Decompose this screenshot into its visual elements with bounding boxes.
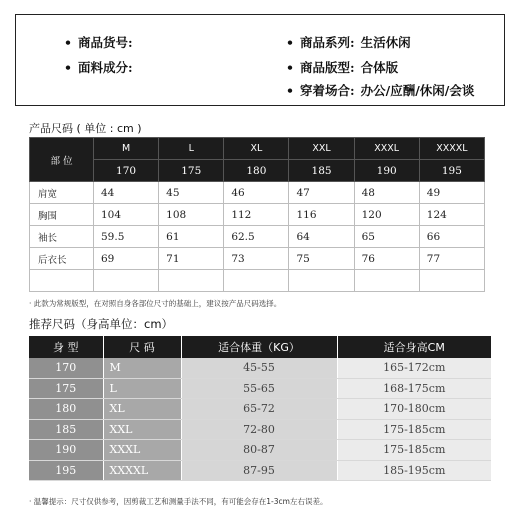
- header-cell: 适合体重（KG）: [181, 336, 337, 358]
- table-row: [29, 399, 491, 420]
- header-cell: 尺 码: [103, 336, 181, 358]
- size-cell: XXXXL: [103, 460, 181, 481]
- size-cell: M: [103, 358, 181, 378]
- size-header-row: [30, 138, 485, 160]
- height-cell: 168-175cm: [337, 378, 491, 399]
- table-row: [30, 226, 485, 248]
- info-label: 商品版型:: [300, 60, 355, 75]
- value-cell: 112: [224, 204, 289, 226]
- height-header-cell: 190: [354, 160, 419, 182]
- height-header-cell: 175: [159, 160, 224, 182]
- height-header-cell: 195: [419, 160, 484, 182]
- size-chart-title: 产品尺码 ( 单位 : cm ): [29, 122, 142, 135]
- size-cell: XXXL: [103, 440, 181, 461]
- value-cell: [224, 270, 289, 292]
- info-label: 穿着场合:: [300, 83, 355, 98]
- size-header-cell: XL: [224, 138, 289, 160]
- header-cell: 适合身高CM: [337, 336, 491, 358]
- value-cell: 104: [94, 204, 159, 226]
- value-cell: 75: [289, 248, 354, 270]
- part-header: 部 位: [30, 138, 94, 182]
- weight-cell: 72-80: [181, 419, 337, 440]
- table-row: [30, 182, 485, 204]
- info-value: 办公/应酬/休闲/会谈: [360, 83, 475, 98]
- info-label: 商品货号:: [78, 35, 133, 50]
- weight-cell: 55-65: [181, 378, 337, 399]
- weight-cell: 65-72: [181, 399, 337, 420]
- height-header-row: [30, 160, 485, 182]
- size-cell: L: [103, 378, 181, 399]
- info-value: 生活休闲: [360, 35, 411, 50]
- table-row: [29, 460, 491, 481]
- value-cell: 124: [419, 204, 484, 226]
- product-info-box: [15, 14, 505, 106]
- info-label: 商品系列:: [300, 35, 355, 50]
- size-cell: XXL: [103, 419, 181, 440]
- value-cell: [94, 270, 159, 292]
- body-type-cell: 180: [29, 399, 103, 420]
- info-label: 面料成分:: [78, 60, 133, 75]
- body-type-cell: 175: [29, 378, 103, 399]
- info-item-fit: [286, 58, 398, 76]
- value-cell: [289, 270, 354, 292]
- height-cell: 175-185cm: [337, 419, 491, 440]
- bullet-icon: •: [286, 60, 294, 75]
- value-cell: 47: [289, 182, 354, 204]
- info-item-series: [286, 33, 411, 51]
- part-cell: 胸围: [30, 204, 94, 226]
- part-cell: [30, 270, 94, 292]
- size-header-cell: XXXL: [354, 138, 419, 160]
- header-cell: 身 型: [29, 336, 103, 358]
- value-cell: 69: [94, 248, 159, 270]
- size-chart-table: [29, 137, 485, 292]
- value-cell: 76: [354, 248, 419, 270]
- recommend-table: [29, 336, 491, 481]
- height-cell: 170-180cm: [337, 399, 491, 420]
- value-cell: 45: [159, 182, 224, 204]
- value-cell: 44: [94, 182, 159, 204]
- size-cell: XL: [103, 399, 181, 420]
- value-cell: [419, 270, 484, 292]
- body-type-cell: 195: [29, 460, 103, 481]
- value-cell: 61: [159, 226, 224, 248]
- weight-cell: 80-87: [181, 440, 337, 461]
- recommend-note: · 温馨提示：尺寸仅供参考，因剪裁工艺和测量手法不同，有可能会存在1-3cm左右误差。: [29, 497, 328, 506]
- value-cell: 108: [159, 204, 224, 226]
- height-header-cell: 180: [224, 160, 289, 182]
- part-cell: 肩宽: [30, 182, 94, 204]
- body-type-cell: 185: [29, 419, 103, 440]
- value-cell: 46: [224, 182, 289, 204]
- info-item-sku: [64, 33, 139, 51]
- info-item-occasion: [286, 81, 474, 99]
- table-row: [30, 248, 485, 270]
- value-cell: 73: [224, 248, 289, 270]
- height-header-cell: 185: [289, 160, 354, 182]
- value-cell: 71: [159, 248, 224, 270]
- table-row: [30, 204, 485, 226]
- size-header-cell: L: [159, 138, 224, 160]
- value-cell: 48: [354, 182, 419, 204]
- value-cell: 66: [419, 226, 484, 248]
- weight-cell: 87-95: [181, 460, 337, 481]
- bullet-icon: •: [286, 83, 294, 98]
- value-cell: 77: [419, 248, 484, 270]
- value-cell: [159, 270, 224, 292]
- size-header-cell: XXL: [289, 138, 354, 160]
- body-type-cell: 170: [29, 358, 103, 378]
- height-header-cell: 170: [94, 160, 159, 182]
- recommend-title: 推荐尺码（身高单位：cm）: [29, 317, 174, 331]
- size-chart-note: · 此款为常规版型，在对照自身各部位尺寸的基础上，建议按产品尺码选择。: [29, 299, 282, 308]
- height-cell: 175-185cm: [337, 440, 491, 461]
- value-cell: 49: [419, 182, 484, 204]
- value-cell: 120: [354, 204, 419, 226]
- height-cell: 185-195cm: [337, 460, 491, 481]
- value-cell: 62.5: [224, 226, 289, 248]
- info-item-fabric: [64, 58, 139, 76]
- value-cell: 64: [289, 226, 354, 248]
- height-cell: 165-172cm: [337, 358, 491, 378]
- bullet-icon: •: [64, 60, 72, 75]
- table-row: [30, 270, 485, 292]
- info-value: 合体版: [360, 60, 399, 75]
- table-row: [29, 378, 491, 399]
- value-cell: 65: [354, 226, 419, 248]
- size-header-cell: M: [94, 138, 159, 160]
- value-cell: [354, 270, 419, 292]
- bullet-icon: •: [286, 35, 294, 50]
- bullet-icon: •: [64, 35, 72, 50]
- value-cell: 59.5: [94, 226, 159, 248]
- table-row: [29, 440, 491, 461]
- value-cell: 116: [289, 204, 354, 226]
- size-header-cell: XXXXL: [419, 138, 484, 160]
- table-row: [29, 419, 491, 440]
- recommend-header-row: [29, 336, 491, 358]
- part-cell: 袖长: [30, 226, 94, 248]
- part-cell: 后衣长: [30, 248, 94, 270]
- weight-cell: 45-55: [181, 358, 337, 378]
- table-row: [29, 358, 491, 378]
- body-type-cell: 190: [29, 440, 103, 461]
